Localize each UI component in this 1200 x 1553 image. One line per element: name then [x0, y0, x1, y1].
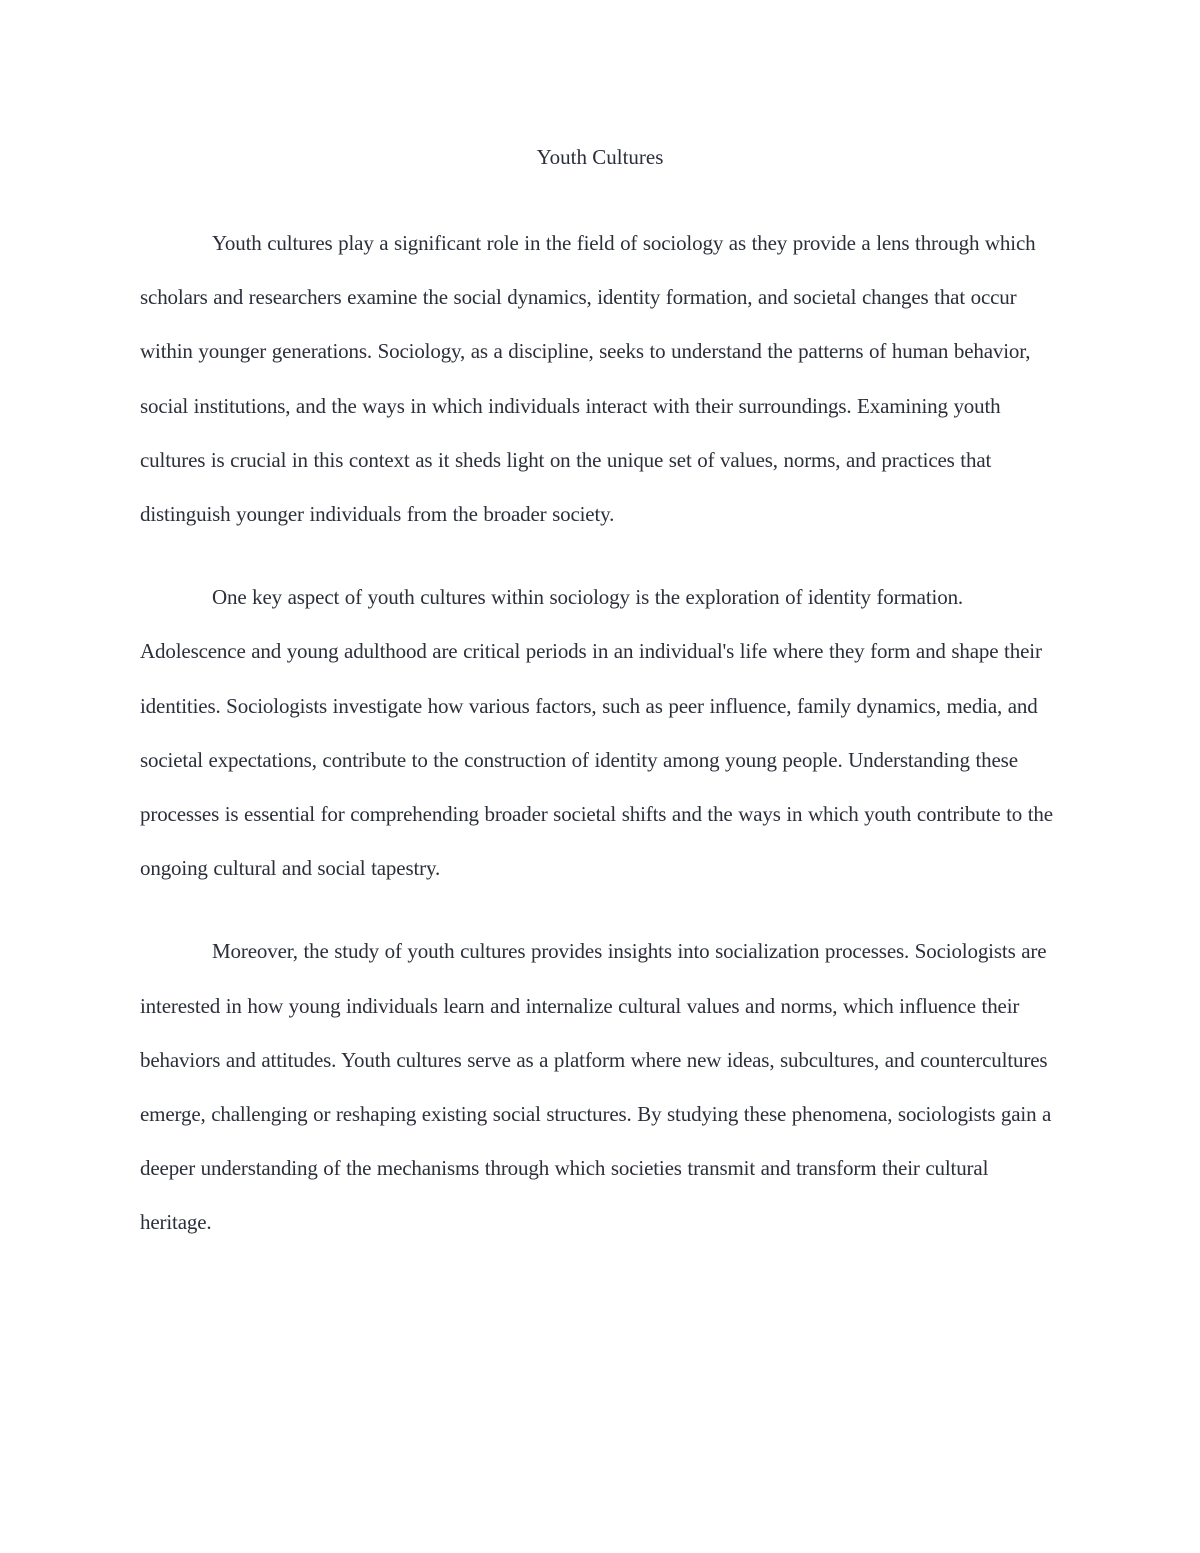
paragraph-2: One key aspect of youth cultures within sociology is the exploration of identity formation. Adolescence and young adulthood are critical periods in an individual's life where they form and shape their identities. Sociologists investigate how various factors, such as peer influence, family dynamics, media, and societal expectations, contribute to the construction of identity among young people. Understanding these processes is essential for comprehending broader societal shifts and the ways in which youth contribute to the ongoing cultural and social tapestry.: [140, 585, 1053, 881]
paragraph-3: Moreover, the study of youth cultures provides insights into socialization processes. Sociologists are interested in how young individuals learn and internalize cultural values and norms, which influence their behaviors and attitudes. Youth cultures serve as a platform where new ideas, subcultures, and countercultures emerge, challenging or reshaping existing social structures. By studying these phenomena, sociologists gain a deeper understanding of the mechanisms through which societies transmit and transform their cultural heritage.: [140, 939, 1052, 1235]
paragraph-1: Youth cultures play a significant role in the field of sociology as they provide a lens through which scholars and researchers examine the social dynamics, identity formation, and societal changes that occur within younger generations. Sociology, as a discipline, seeks to understand the patterns of human behavior, social institutions, and the ways in which individuals interact with their surroundings. Examining youth cultures is crucial in this context as it sheds light on the unique set of values, norms, and practices that distinguish younger individuals from the broader society.: [140, 231, 1036, 527]
document-title: Youth Cultures: [536, 145, 664, 169]
